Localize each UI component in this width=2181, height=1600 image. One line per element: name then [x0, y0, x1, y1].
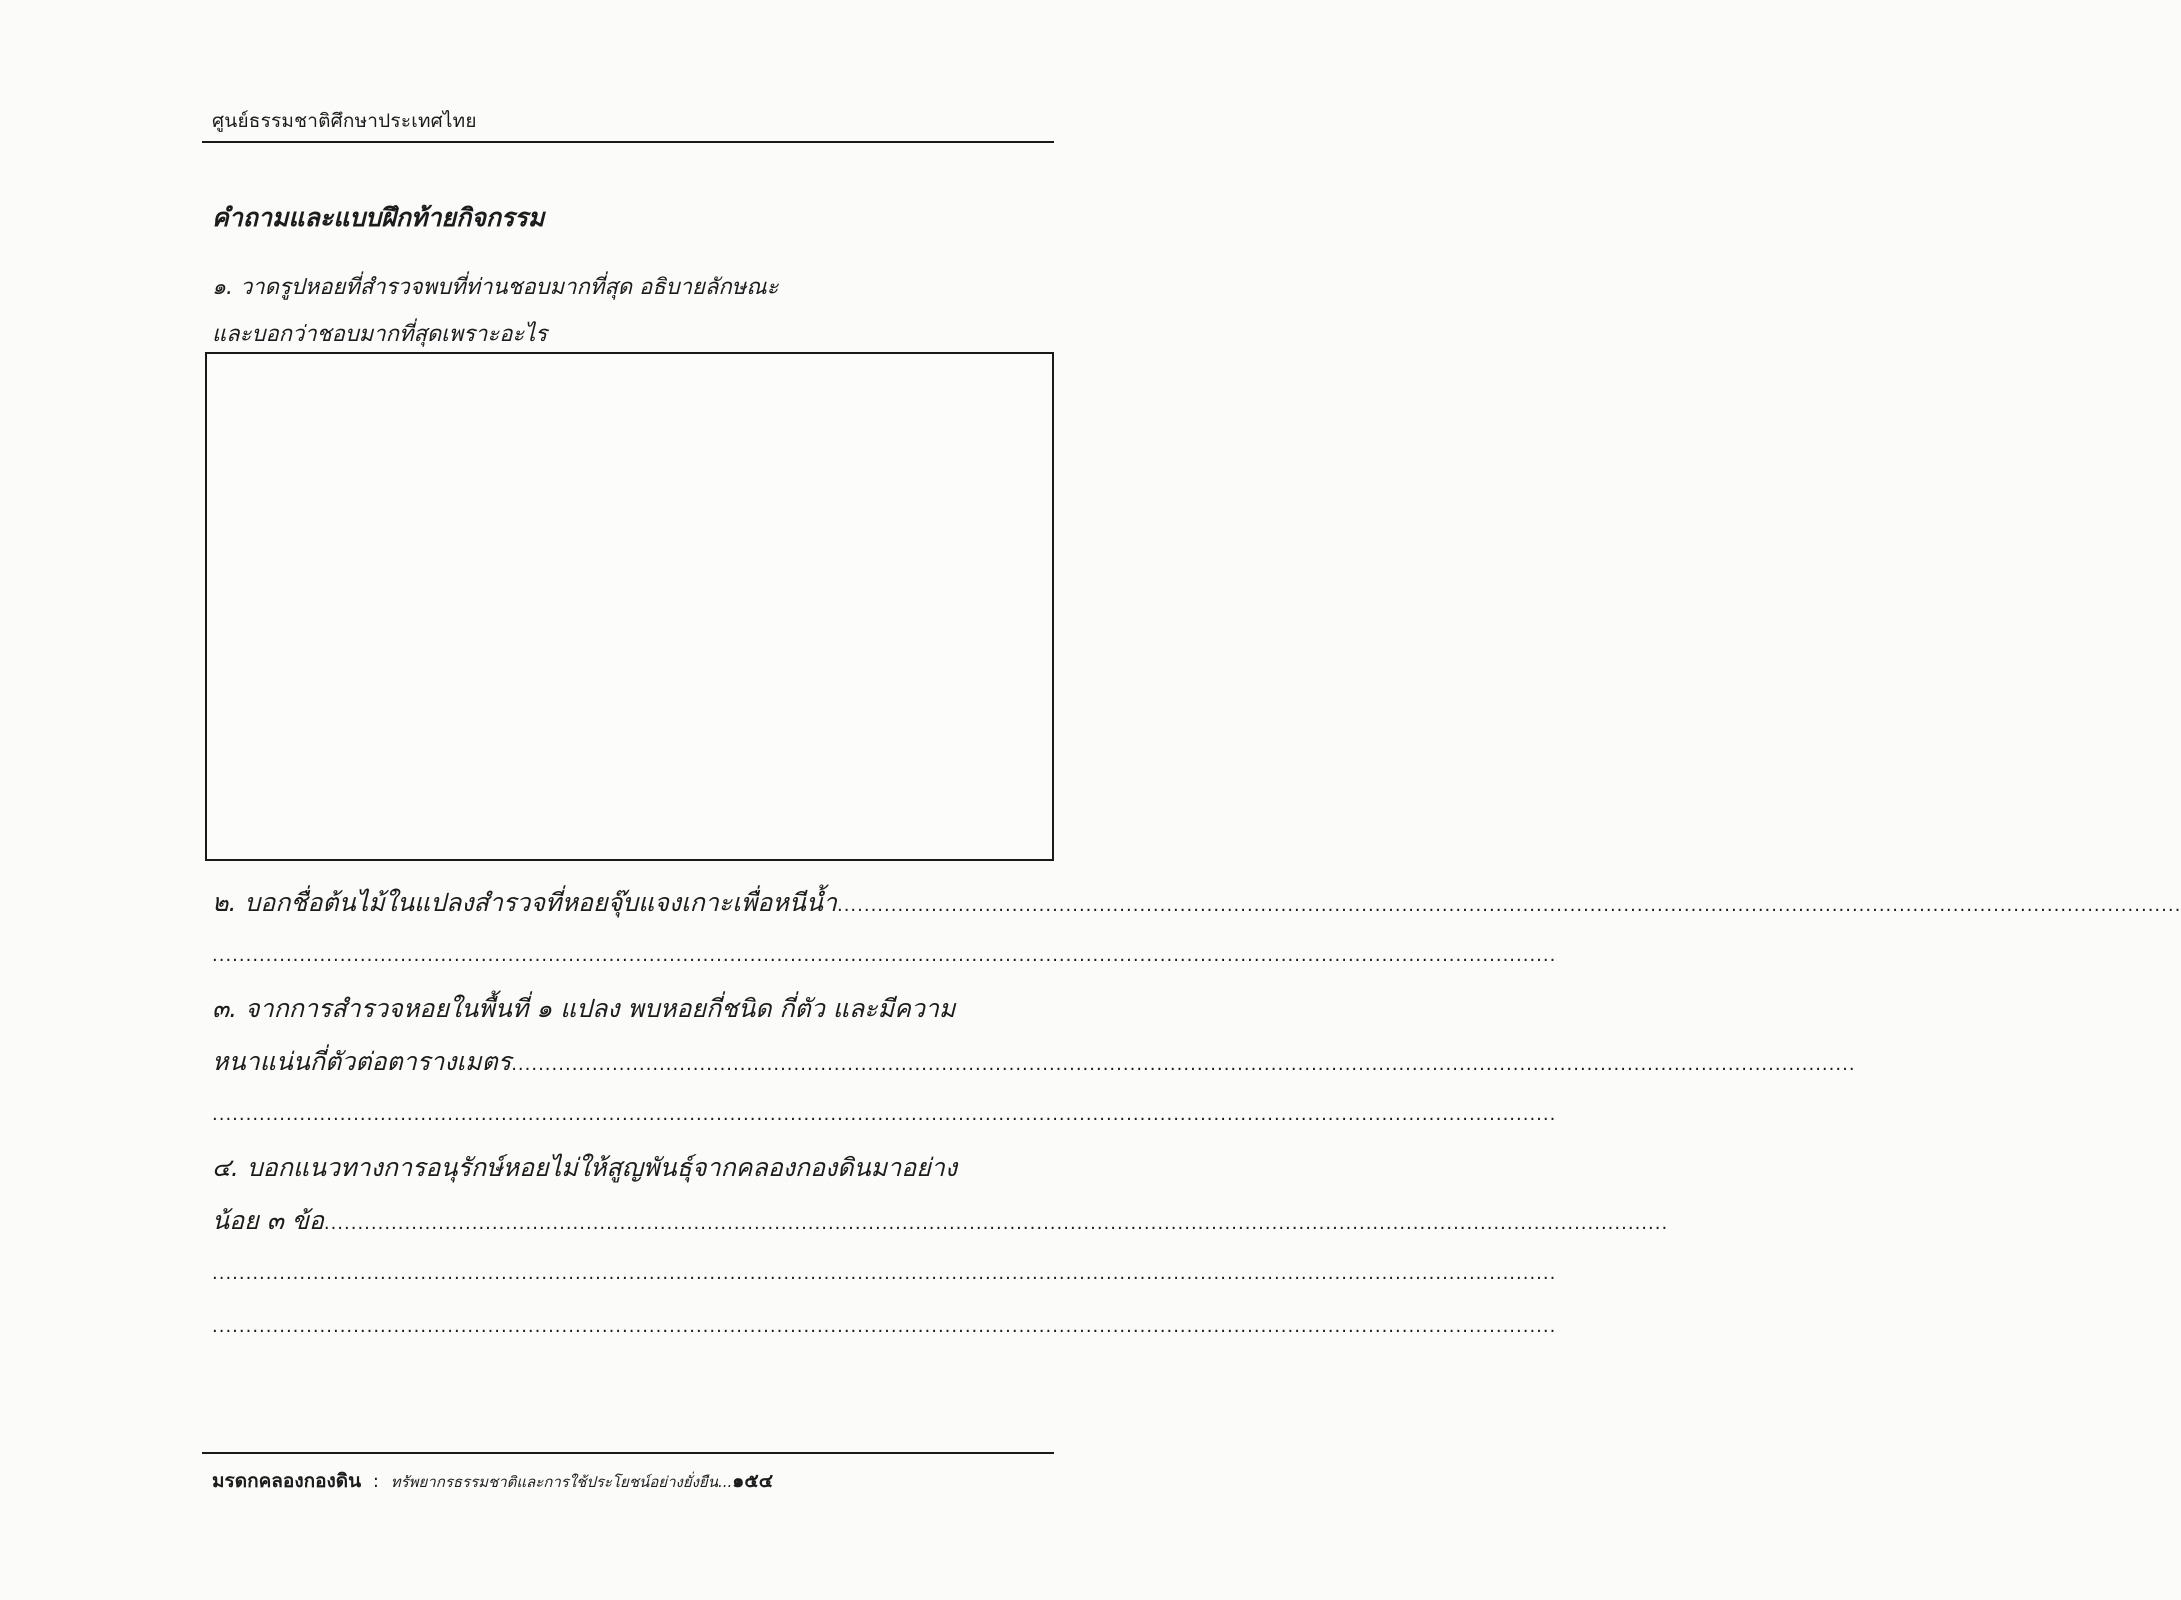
- question-1-line-1: ๑. วาดรูปหอยที่สำรวจพบที่ท่านชอบมากที่สุด อธิบายลักษณะ: [212, 275, 779, 300]
- question-1-line-2: และบอกว่าชอบมากที่สุดเพราะอะไร: [212, 322, 548, 347]
- answer-dotted-line[interactable]: ........................................................................................................................................................................................................: [212, 945, 1557, 966]
- question-4-text-1: ๔. บอกแนวทางการอนุรักษ์หอยไม่ให้สูญพันธุ์จากคลองกองดินมาอย่าง: [212, 1153, 958, 1182]
- question-4-line-1: [212, 1141, 1042, 1194]
- drawing-answer-box[interactable]: [205, 352, 1054, 861]
- running-header: ศูนย์ธรรมชาติศึกษาประเทศไทย: [212, 110, 477, 132]
- question-4-line-2: [212, 1194, 1669, 1247]
- question-4-text-2: น้อย ๓ ข้อ: [212, 1206, 324, 1235]
- question-2-line-1: [212, 876, 2181, 929]
- question-2-line-2: [212, 929, 1557, 982]
- section-title: คำถามและแบบฝึกท้ายกิจกรรม: [212, 203, 545, 232]
- header-rule: [202, 141, 1054, 143]
- page-number: ๑๕๔: [732, 1470, 774, 1492]
- answer-dotted-line[interactable]: ........................................................................................................................................................................................................: [836, 895, 2181, 916]
- footer-book-title: มรดกคลองกองดิน: [212, 1470, 362, 1492]
- answer-dotted-line[interactable]: ........................................................................................................................................................................................................: [511, 1054, 1856, 1075]
- footer-subtitle: ทรัพยากรธรรมชาติและการใช้ประโยชน์อย่างยั่งยืน...: [390, 1473, 733, 1491]
- question-2-text: ๒. บอกชื่อต้นไม้ในแปลงสำรวจที่หอยจุ๊บแจงเกาะเพื่อหนีน้ำ: [212, 888, 837, 917]
- question-4-line-4: [212, 1300, 1557, 1353]
- question-2: [212, 876, 2181, 982]
- question-3-text-2: หนาแน่นกี่ตัวต่อตารางเมตร: [212, 1047, 512, 1076]
- answer-dotted-line[interactable]: ........................................................................................................................................................................................................: [212, 1316, 1557, 1337]
- answer-dotted-line[interactable]: ........................................................................................................................................................................................................: [323, 1213, 1669, 1234]
- footer-separator: :: [372, 1471, 379, 1492]
- question-3-line-3: [212, 1088, 1557, 1141]
- question-4: [212, 1141, 1669, 1353]
- question-1: [212, 264, 1052, 358]
- answer-dotted-line[interactable]: ........................................................................................................................................................................................................: [212, 1263, 1557, 1284]
- question-3-line-2: [212, 1035, 1856, 1088]
- answer-dotted-line[interactable]: ........................................................................................................................................................................................................: [212, 1104, 1557, 1125]
- footer: [212, 1466, 773, 1496]
- question-3: [212, 982, 1856, 1141]
- question-3-line-1: [212, 982, 1042, 1035]
- footer-rule: [202, 1452, 1054, 1454]
- question-3-text-1: ๓. จากการสำรวจหอยในพื้นที่ ๑ แปลง พบหอยกี่ชนิด กี่ตัว และมีความ: [212, 994, 956, 1023]
- question-4-line-3: [212, 1247, 1557, 1300]
